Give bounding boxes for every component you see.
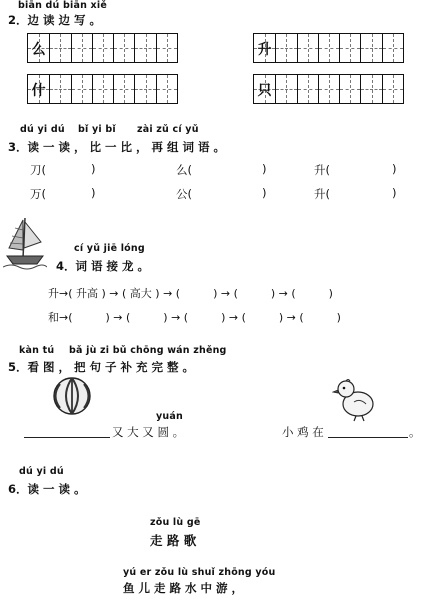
yuan-pinyin: yuán	[156, 411, 183, 422]
q3-r1-b[interactable]: 么(	[176, 163, 192, 177]
poem-title-pinyin: zǒu lù gē	[150, 517, 201, 528]
q3-r2-b[interactable]: 公(	[176, 187, 192, 201]
q3-pinyin-2: bǐ yi bǐ	[78, 124, 116, 135]
q3-r2-c-close: )	[392, 186, 397, 200]
q5-sentence-1: 又 大 又 圆 。	[112, 425, 185, 439]
q6-pinyin: dú yi dú	[19, 466, 64, 477]
q6-title: 6．读 一 读 。	[8, 482, 86, 496]
writing-grid-1[interactable]	[27, 33, 178, 63]
q5-title: 5．看 图 ， 把 句 子 补 充 完 整 。	[8, 360, 195, 374]
q3-title: 3．读 一 读 ， 比 一 比 ， 再 组 词 语 。	[8, 140, 226, 154]
chick-illustration	[332, 378, 380, 422]
watermelon-illustration	[52, 376, 92, 416]
q4-pinyin: cí yǔ jiē lóng	[74, 243, 145, 254]
q4-chain-row-2[interactable]: 和→( ) → ( ) → ( ) → ( ) → ( )	[48, 311, 341, 324]
q5-sentence-2-start: 小 鸡 在	[282, 425, 324, 439]
poem-line-1-pinyin: yú er zǒu lù shuǐ zhōng yóu	[123, 567, 276, 578]
writing-grid-2[interactable]	[27, 74, 178, 104]
grid-char-sheng: 升	[257, 42, 272, 58]
q3-r1-a[interactable]: 刀(	[30, 163, 46, 177]
sailboat-illustration	[3, 212, 47, 272]
grid-char-me: 么	[31, 42, 46, 58]
answer-blank-1[interactable]	[24, 426, 110, 438]
q3-pinyin-3: zài zǔ cí yǔ	[137, 124, 199, 135]
q3-r2-c[interactable]: 升(	[314, 187, 330, 201]
q4-chain-row-1[interactable]: 升→( 升高 ) → ( 高大 ) → ( ) → ( ) → ( )	[48, 287, 333, 300]
poem-title: 走 路 歌	[150, 533, 197, 548]
q3-pinyin-1: dú yi dú	[20, 124, 65, 135]
grid-char-zhi: 只	[257, 83, 272, 99]
writing-grid-4[interactable]	[253, 74, 404, 104]
q5-pinyin-2: bǎ jù zi bǔ chōng wán zhěng	[69, 345, 227, 356]
q2-title: 2．边 读 边 写 。	[8, 13, 102, 27]
q4-title: 4．词 语 接 龙 。	[56, 259, 150, 273]
writing-grid-3[interactable]	[253, 33, 404, 63]
answer-blank-2[interactable]	[328, 426, 408, 438]
grid-char-shen: 什	[31, 83, 46, 99]
q3-r1-c-close: )	[392, 162, 397, 176]
q3-r1-b-close: )	[262, 162, 267, 176]
poem-line-1: 鱼 儿 走 路 水 中 游 ，	[123, 581, 244, 595]
q2-pinyin: biān dú biān xiě	[18, 0, 107, 11]
q3-r2-b-close: )	[262, 186, 267, 200]
q5-sentence-2-end: 。	[409, 425, 421, 439]
q3-r1-c[interactable]: 升(	[314, 163, 330, 177]
q3-r2-a[interactable]: 万(	[30, 187, 46, 201]
q3-r1-a-close: )	[91, 162, 96, 176]
q5-pinyin-1: kàn tú	[19, 345, 55, 356]
q3-r2-a-close: )	[91, 186, 96, 200]
